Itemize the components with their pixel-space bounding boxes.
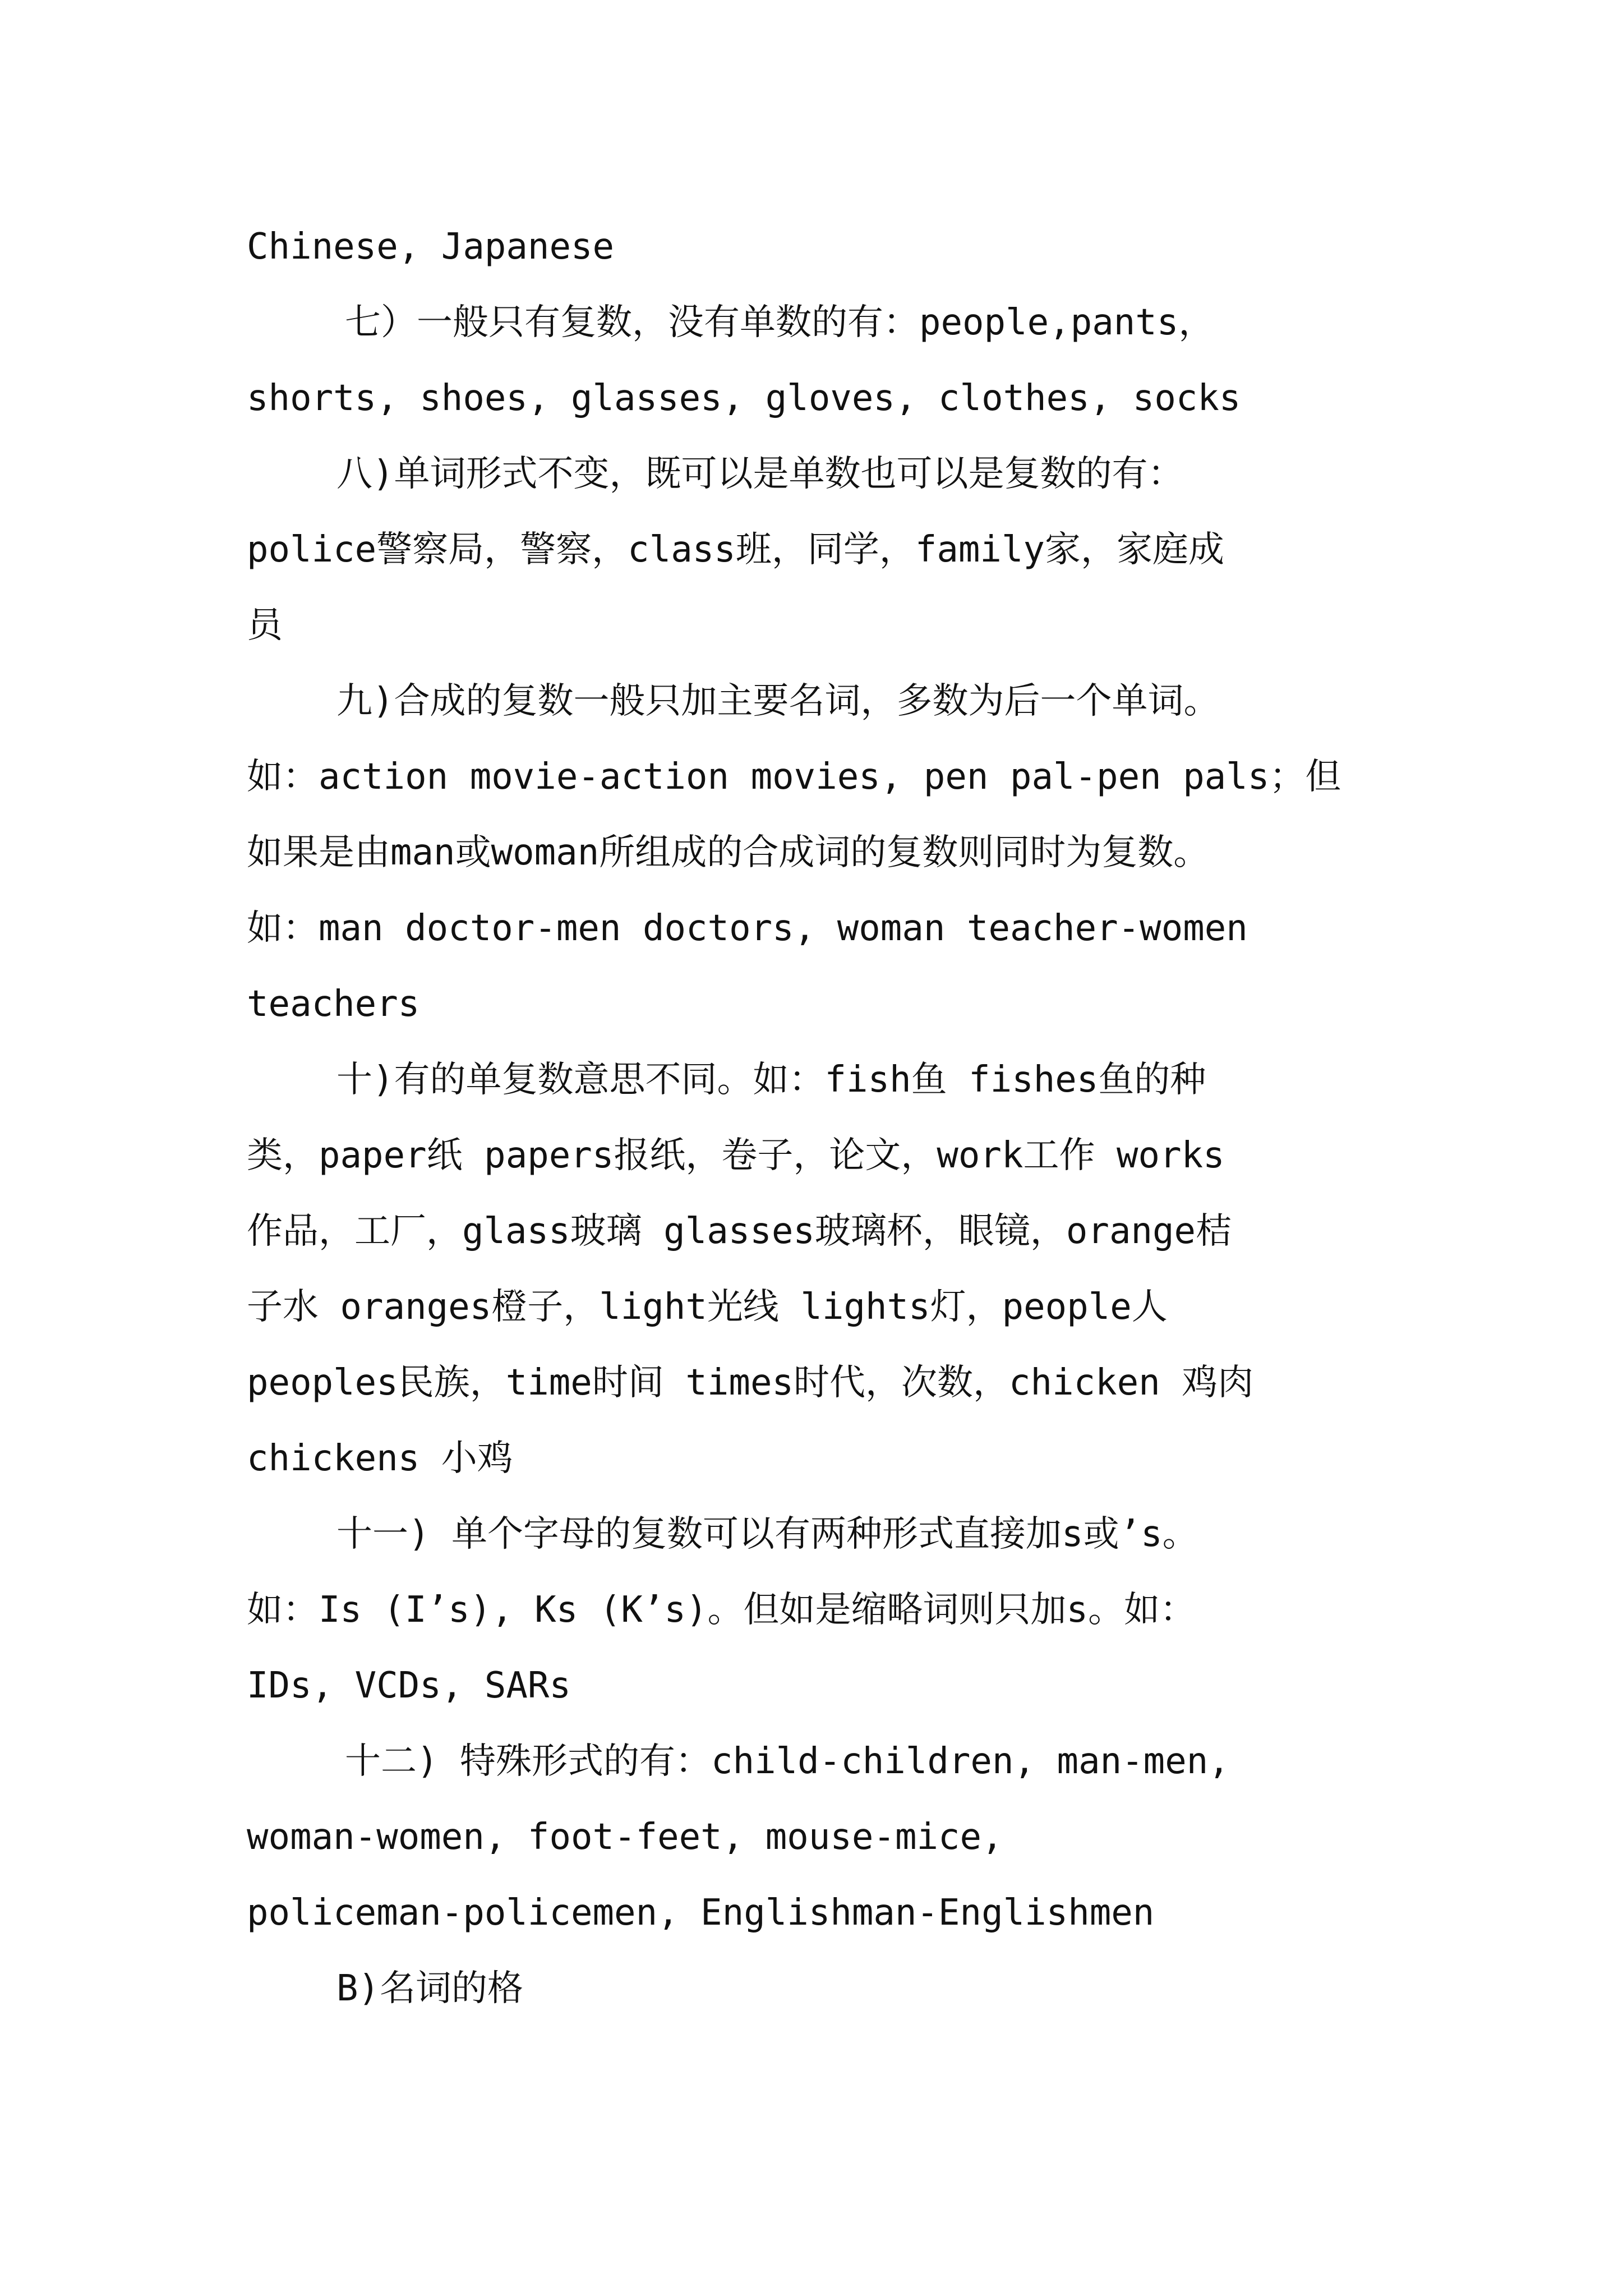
text-line: chickens 小鸡: [247, 1438, 513, 1479]
text-line: 十)有的单复数意思不同。如：fish鱼 fishes鱼的种: [336, 1059, 1206, 1101]
text-line: policeman-policemen, Englishman-Englishmen: [247, 1892, 1155, 1934]
text-line: 十一) 单个字母的复数可以有两种形式直接加s或’s。: [336, 1513, 1198, 1555]
text-line: 如果是由man或woman所组成的合成词的复数则同时为复数。: [247, 832, 1210, 873]
text-line: 十二) 特殊形式的有：child-children, man-men,: [345, 1741, 1230, 1782]
text-line: 八)单词形式不变，既可以是单数也可以是复数的有：: [336, 453, 1184, 495]
text-line: police警察局，警察，class班，同学，family家，家庭成: [247, 529, 1225, 570]
text-line: woman-women, foot-feet, mouse-mice,: [247, 1816, 1003, 1858]
text-line: 七）一般只有复数，没有单数的有：people,pants，: [345, 302, 1215, 343]
text-line: teachers: [247, 983, 420, 1025]
text-line: 如：Is (I’s), Ks (K’s)。但如是缩略词则只加s。如：: [247, 1589, 1196, 1631]
text-line: IDs, VCDs, SARs: [247, 1665, 571, 1706]
text-line: Chinese, Japanese: [247, 226, 615, 268]
text-line: 作品，工厂，glass玻璃 glasses玻璃杯，眼镜，orange桔: [247, 1211, 1232, 1252]
text-line: 子水 oranges橙子，light光线 lights灯，people人: [247, 1286, 1168, 1328]
section-heading: B)名词的格: [336, 1968, 524, 2009]
text-line: 九)合成的复数一般只加主要名词，多数为后一个单词。: [336, 680, 1220, 722]
text-line: 如：man doctor-men doctors, woman teacher-women: [247, 908, 1248, 949]
text-line: 如：action movie-action movies, pen pal-pen pals；但: [247, 756, 1341, 798]
text-line: peoples民族，time时间 times时代，次数，chicken 鸡肉: [247, 1362, 1254, 1404]
text-line: 员: [247, 605, 283, 646]
text-line: shorts, shoes, glasses, gloves, clothes, socks: [247, 378, 1241, 419]
text-line: 类，paper纸 papers报纸，卷子，论文，work工作 works: [247, 1135, 1225, 1176]
